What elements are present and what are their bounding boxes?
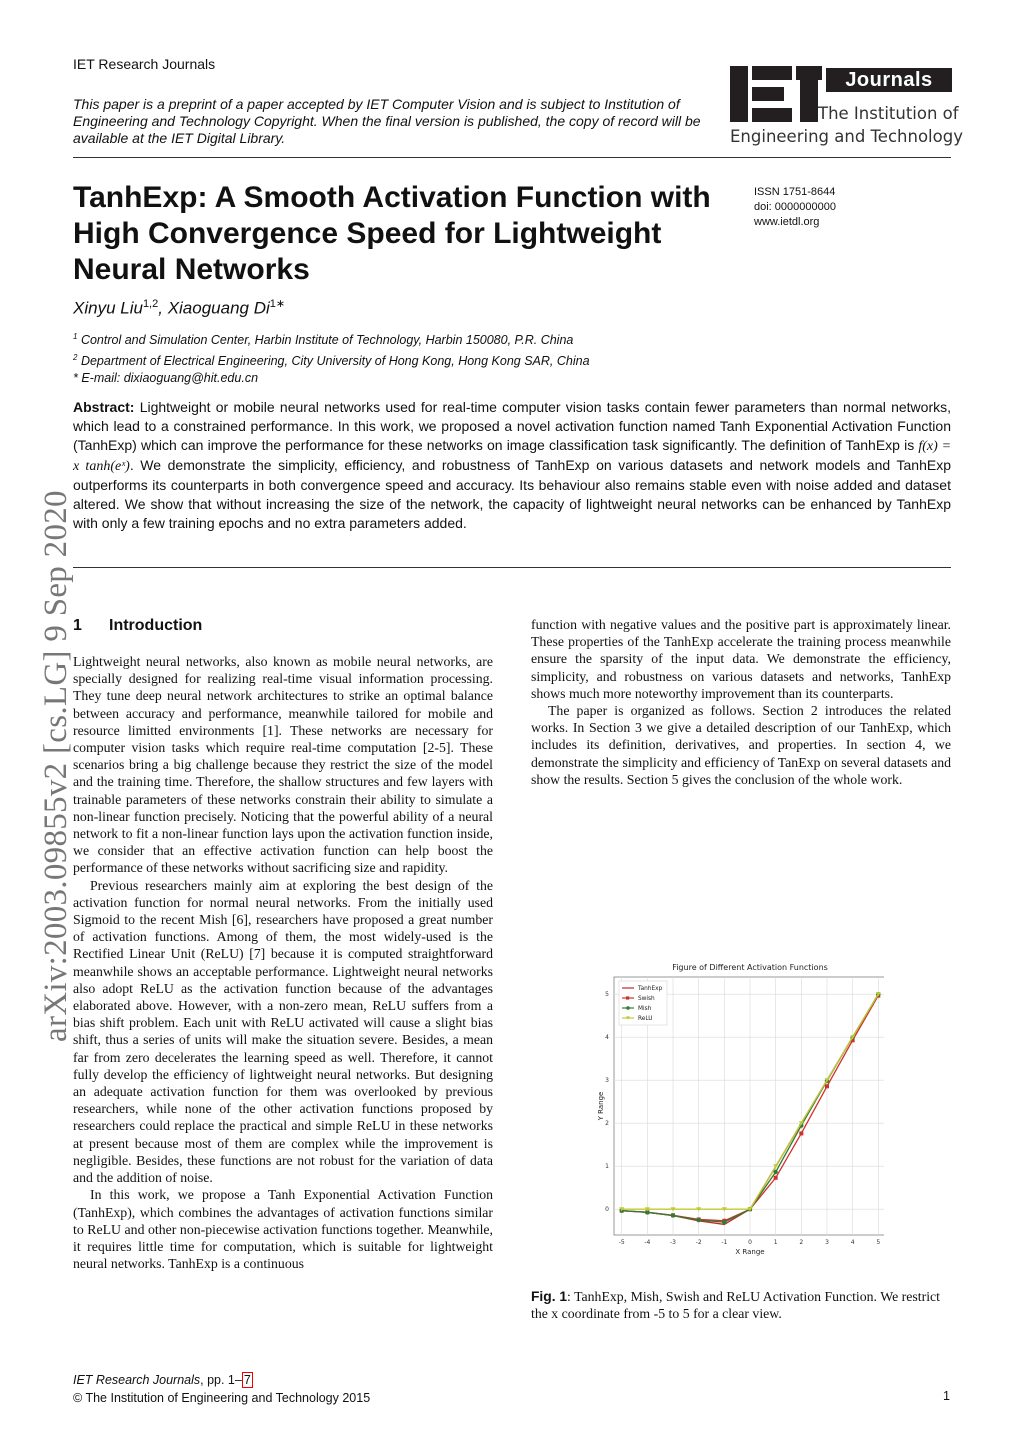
arxiv-identifier-stamp: arXiv:2003.09855v2 [cs.LG] 9 Sep 2020 bbox=[38, 490, 74, 1042]
author-name: Xiaoguang Di bbox=[167, 298, 270, 318]
institution-line-1: The Institution of bbox=[818, 104, 959, 123]
chart-title: Figure of Different Activation Functions bbox=[672, 963, 828, 972]
copyright-icon: © bbox=[73, 1391, 83, 1405]
legend-label: TanhExp bbox=[638, 986, 663, 992]
figure-caption-text: : TanhExp, Mish, Swish and ReLU Activation Function. We restrict the x coordinate from -5 to 5 for a clear view. bbox=[531, 1289, 940, 1321]
author-list bbox=[73, 297, 285, 319]
paragraph: Lightweight neural networks, also known as mobile neural networks, are specially designed for realizing real-time visual information processing. They tune deep neural network architectures to strike an optimal balance between accuracy and performance, meanwhile tailored for mobile and resource limitted environments [1]. These networks are necessary for computer vision tasks which require real-time computation [2-5]. These scenarios bring a big challenge because they restrict the size of the model and the training time. Therefore, the shallow structures and few layers with trainable parameters of these networks constrain their ability to simulate a non-linear function precisely. Noticing that the powerful ability of a neural network to fit a non-linear function lays upon the activation function inside, we consider that an effective activation function can help boost the performance of these networks without sacrificing size and rapidity. bbox=[73, 654, 493, 876]
affiliations bbox=[73, 328, 590, 387]
last-page-link[interactable]: 7 bbox=[243, 1373, 251, 1387]
footer bbox=[73, 1371, 370, 1407]
page-number: 1 bbox=[943, 1389, 950, 1403]
data-point bbox=[799, 1131, 803, 1135]
website-link[interactable]: www.ietdl.org bbox=[754, 216, 820, 228]
iet-journals-logo bbox=[730, 66, 963, 148]
data-point bbox=[671, 1213, 675, 1217]
x-tick-label: -4 bbox=[644, 1239, 651, 1246]
data-point bbox=[773, 1170, 777, 1174]
abstract bbox=[73, 398, 951, 533]
issn: ISSN 1751-8644 bbox=[754, 186, 836, 198]
y-tick-label: 5 bbox=[605, 991, 609, 999]
left-column bbox=[73, 653, 493, 1272]
x-tick-label: 0 bbox=[748, 1239, 752, 1246]
y-tick-label: 4 bbox=[605, 1034, 609, 1042]
iet-logo-mark bbox=[730, 66, 822, 122]
paragraph: Previous researchers mainly aim at exploring the best design of the activation function for normal neural networks. From the initially used Sigmoid to the recent Mish [6], researchers have proposed a great number of activation functions. Among of them, the most widely-used is the Rectified Linear Unit (ReLU) [7] because it is computed straightforward meanwhile shows an acceptable performance. Lightweight neural networks also adopt ReLU as the activation function because of the advantages elaborated above. However, with a non-zero mean, ReLU suffers from a bias shift problem. Each unit with ReLU activated will cause a slight bias shift, thus a series of units will make the situation severe. Besides, a mean far from zero decelerates the learning speed as well. Therefore, it cannot fully develop the efficiency of lightweight neural networks. But designing an adequate activation function for them was overlooked by previous researchers, while none of the other activation functions proposed by researchers could replace the practical and simple ReLU in these networks at present because most of them are complex while the improvement is negligible. Besides, these functions are not robust for the variation of data and the addition of noise. bbox=[73, 877, 493, 1186]
y-tick-label: 2 bbox=[605, 1120, 609, 1128]
data-point bbox=[722, 1220, 726, 1224]
abstract-divider bbox=[73, 567, 951, 568]
institution-line-2: Engineering and Technology bbox=[730, 127, 963, 146]
paragraph: function with negative values and the positive part is approximately linear. These properties of the TanhExp accelerate the training process meanwhile ensure the sparsity of the input data. We demonstrate the efficiency, simplicity, and robustness on various datasets and networks, TanhExp shows much more noteworthy improvement than its counterparts. bbox=[531, 617, 951, 701]
legend-label: Swish bbox=[638, 996, 655, 1002]
legend-label: ReLU bbox=[638, 1016, 653, 1022]
legend-label: Mish bbox=[638, 1006, 652, 1012]
affiliation-item: $^1$ Control and Simulation Center, Harbin Institute of Technology, Harbin 150080, P.R. China bbox=[73, 332, 574, 348]
abstract-text-1: Lightweight or mobile neural networks used for real-time computer vision tasks contain fewer parameters than normal networks, which lead to a constrained performance. In this work, we proposed a novel activation function named Tanh Exponential Activation Function (TanhExp) which can improve the performance for these networks on image classification task significantly. The definition of TanhExp is bbox=[73, 399, 951, 453]
x-axis-label: X Range bbox=[735, 1248, 765, 1256]
affiliation-item: $^2$ Department of Electrical Engineering, City University of Hong Kong, Hong Kong SAR, China bbox=[73, 353, 590, 369]
x-tick-label: -5 bbox=[618, 1239, 625, 1246]
x-tick-label: 1 bbox=[773, 1239, 778, 1246]
footer-copyright: © The Institution of Engineering and Technology 2015 bbox=[73, 1391, 371, 1405]
data-point bbox=[774, 1176, 778, 1180]
figure-label: Fig. 1 bbox=[531, 1289, 568, 1304]
data-point bbox=[696, 1218, 700, 1222]
section-number: 1 bbox=[73, 617, 82, 634]
x-tick-label: -3 bbox=[670, 1239, 677, 1246]
y-axis-label: Y Range bbox=[597, 1091, 605, 1121]
author-name: Xinyu Liu bbox=[73, 298, 143, 318]
author-affil-mark: 1∗ bbox=[269, 298, 286, 310]
doi: doi: 0000000000 bbox=[754, 201, 836, 213]
paper-title: TanhExp: A Smooth Activation Function with High Convergence Speed for Lightweight Neural Networks bbox=[73, 181, 711, 286]
section-title: Introduction bbox=[109, 617, 203, 634]
y-tick-label: 0 bbox=[605, 1206, 609, 1214]
author-separator: , bbox=[158, 298, 168, 318]
data-point bbox=[825, 1084, 829, 1088]
abstract-label: Abstract: bbox=[73, 399, 135, 415]
header-divider bbox=[73, 157, 951, 158]
x-tick-label: 4 bbox=[850, 1239, 855, 1246]
section-heading bbox=[73, 617, 202, 635]
paragraph: In this work, we propose a Tanh Exponential Activation Function (TanhExp), which combines the advantages of activation functions similar to ReLU and other non-piecewise activation functions together. Meanwhile, it requires little time for computation, which is suitable for lightweight neural networks. TanhExp is a continuous bbox=[73, 1187, 493, 1272]
y-tick-label: 3 bbox=[605, 1077, 609, 1085]
activation-function-chart bbox=[584, 959, 884, 1257]
x-tick-label: 3 bbox=[825, 1239, 829, 1246]
author-affil-mark: 1,2 bbox=[142, 298, 159, 310]
corresponding-email: * E-mail: dixiaoguang@hit.edu.cn bbox=[73, 371, 259, 386]
x-tick-label: -1 bbox=[721, 1239, 728, 1246]
x-tick-label: 2 bbox=[799, 1239, 804, 1246]
journal-name: IET Research Journals bbox=[73, 56, 216, 72]
legend bbox=[619, 981, 667, 1025]
x-tick-label: 5 bbox=[876, 1239, 881, 1246]
abstract-text-2: . We demonstrate the simplicity, efficiency, and robustness of TanhExp on various datasets and network models and TanhExp outperforms its counterparts in both convergence speed and accuracy. Its behaviour also remains stable even with noise added and dataset altered. We show that without increasing the size of the network, the capacity of lightweight neural networks can be enhanced by TanhExp with only a few training epochs and no extra parameters added. bbox=[73, 457, 951, 531]
legend-marker bbox=[626, 1006, 630, 1010]
x-tick-label: -2 bbox=[695, 1239, 702, 1246]
right-column bbox=[531, 616, 951, 788]
y-tick-label: 1 bbox=[605, 1163, 609, 1171]
figure-caption bbox=[531, 1288, 951, 1322]
paragraph: The paper is organized as follows. Section 2 introduces the related works. In Section 3 we give a detailed description of our TanhExp, which includes its definition, derivatives, and properties. In section 4, we demonstrate the simplicity and efficiency of TanExp on several datasets and show the results. Section 5 gives the conclusion of the whole work. bbox=[531, 703, 951, 787]
preprint-note: This paper is a preprint of a paper accepted by IET Computer Vision and is subject to Institution of Engineering and Technology Copyright. When the final version is published, the copy of record will be available at the IET Digital Library. bbox=[73, 96, 701, 146]
abstract-formula: f(x) = x tanh(eˣ) bbox=[73, 439, 952, 474]
footer-journal-line: IET Research Journals, pp. 1– 7 bbox=[73, 1373, 251, 1387]
issn-block bbox=[754, 185, 836, 230]
journals-label: Journals bbox=[826, 68, 952, 92]
legend-marker bbox=[626, 996, 629, 999]
